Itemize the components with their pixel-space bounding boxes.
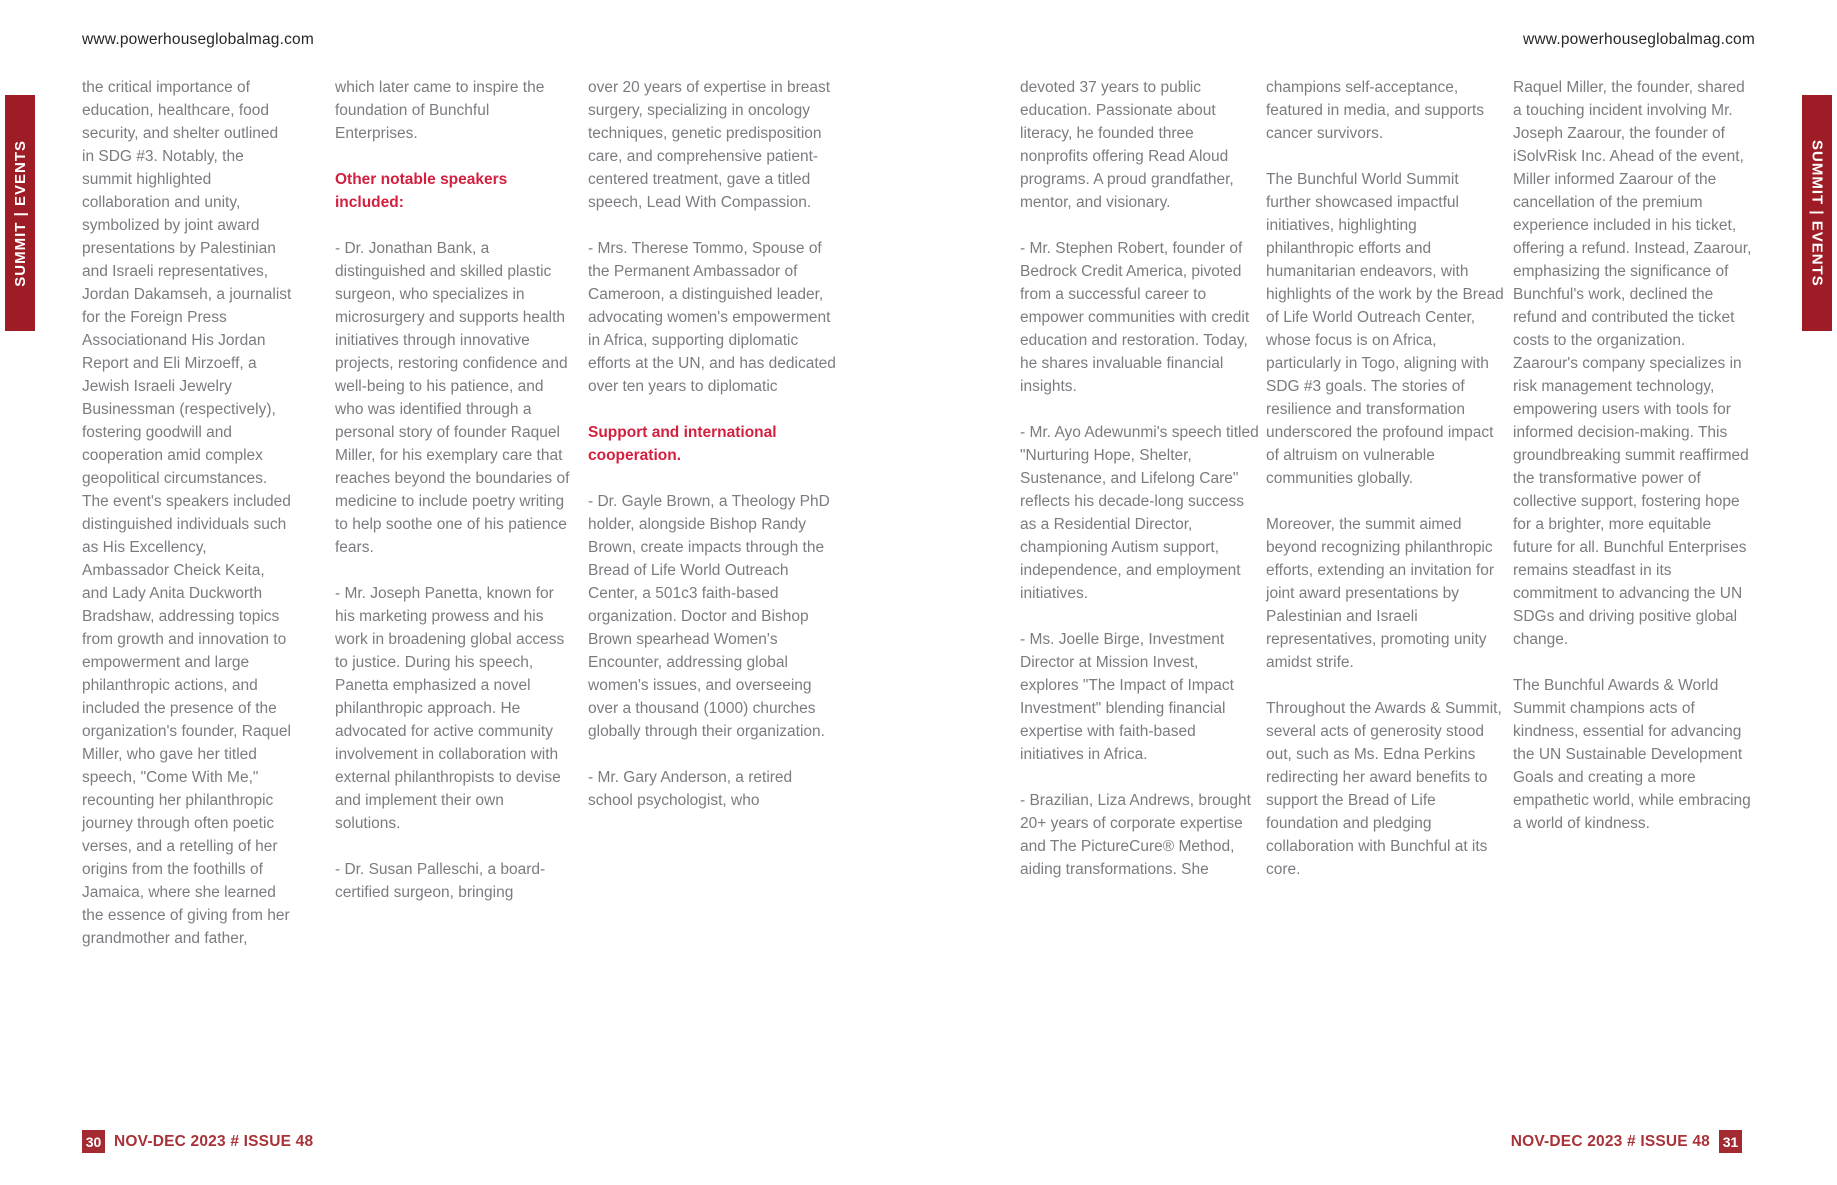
page-number-left: 30	[82, 1130, 105, 1153]
body-paragraph: - Dr. Gayle Brown, a Theology PhD holder, alongside Bishop Randy Brown, create impacts through the Bread of Life World Outreach Center, a 501c3 faith-based organization. Doctor and Bishop Brown spearhead Women's Encounter, addressing global women's issues, and overseeing over a thousand (1000) churches globally through their organization.	[588, 493, 830, 740]
body-paragraph: The Bunchful Awards & World Summit champions acts of kindness, essential for advancing the UN Sustainable Development Goals and creating a more empathetic world, while embracing a world of kindness.	[1513, 677, 1751, 832]
body-paragraph: the critical importance of education, healthcare, food security, and shelter outlined in SDG #3. Notably, the summit highlighted collaboration and unity, symbolized by joint award presentations by Palestinian and Israeli representatives, Jordan Dakamseh, a journalist for the Foreign Press Associationand His Jordan Report and Eli Mirzoeff, a Jewish Israeli Jewelry Businessman (respectively), fostering goodwill and cooperation amid complex geopolitical circumstances. The event's speakers included distinguished individuals such as His Excellency, Ambassador Cheick Keita, and Lady Anita Duckworth Bradshaw, addressing topics from growth and innovation to empowerment and large philanthropic actions, and included the presence of the organization's founder, Raquel Miller, who gave her titled speech, "Come With Me," recounting her philanthropic journey through often poetic verses, and a retelling of her origins from the foothills of Jamaica, where she learned the essence of giving from her grandmother and father,	[82, 79, 292, 947]
section-tab-right-label: SUMMIT | EVENTS	[1808, 139, 1826, 287]
left-page-column-2	[335, 76, 573, 927]
issue-label-left: NOV-DEC 2023 # ISSUE 48	[114, 1132, 314, 1150]
section-heading: Other notable speakers included:	[335, 171, 508, 211]
body-paragraph: The Bunchful World Summit further showcased impactful initiatives, highlighting philanthropic efforts and humanitarian endeavors, with highlights of the work by the Bread of Life World Outreach Center, whose focus is on Africa, particularly in Togo, aligning with SDG #3 goals. The stories of resilience and transformation underscored the profound impact of altruism on vulnerable communities globally.	[1266, 171, 1504, 487]
body-paragraph: Throughout the Awards & Summit, several acts of generosity stood out, such as Ms. Edna Perkins redirecting her award benefits to support the Bread of Life foundation and pledging collaboration with Bunchful at its core.	[1266, 700, 1502, 878]
body-paragraph: Moreover, the summit aimed beyond recognizing philanthropic efforts, extending an invitation for joint award presentations by Palestinian and Israeli representatives, promoting unity amidst strife.	[1266, 516, 1495, 671]
site-url-right[interactable]: www.powerhouseglobalmag.com	[1523, 31, 1755, 48]
section-tab-right	[1802, 95, 1832, 331]
page-number-right: 31	[1719, 1130, 1742, 1153]
issue-label-right: NOV-DEC 2023 # ISSUE 48	[1510, 1132, 1710, 1150]
section-tab-left	[5, 95, 35, 331]
left-page-column-1	[82, 76, 294, 973]
body-paragraph: - Mr. Ayo Adewunmi's speech titled "Nurturing Hope, Shelter, Sustenance, and Lifelong Care" reflects his decade-long success as a Residential Director, championing Autism support, independence, and employment initiatives.	[1020, 424, 1259, 602]
body-paragraph: - Brazilian, Liza Andrews, brought 20+ years of corporate expertise and The PictureCure® Method, aiding transformations. She	[1020, 792, 1251, 878]
body-paragraph: - Dr. Susan Palleschi, a board-certified surgeon, bringing	[335, 861, 546, 901]
body-paragraph: devoted 37 years to public education. Passionate about literacy, he founded three nonprofits offering Read Aloud programs. A proud grandfather, mentor, and visionary.	[1020, 79, 1234, 211]
body-paragraph: - Ms. Joelle Birge, Investment Director at Mission Invest, explores "The Impact of Impact Investment" blending financial expertise with faith-based initiatives in Africa.	[1020, 631, 1234, 763]
section-tab-left-label: SUMMIT | EVENTS	[11, 139, 29, 287]
body-paragraph: Raquel Miller, the founder, shared a touching incident involving Mr. Joseph Zaarour, the founder of iSolvRisk Inc. Ahead of the event, Miller informed Zaarour of the cancellation of the premium experience included in his ticket, offering a refund. Instead, Zaarour, emphasizing the significance of Bunchful's work, declined the refund and contributed the ticket costs to the organization. Zaarour's company specializes in risk management technology, empowering users with tools for informed decision-making. This groundbreaking summit reaffirmed the transformative power of collective support, fostering hope for a brighter, more equitable future for all. Bunchful Enterprises remains steadfast in its commitment to advancing the UN SDGs and driving positive global change.	[1513, 79, 1752, 648]
body-paragraph: champions self-acceptance, featured in media, and supports cancer survivors.	[1266, 79, 1484, 142]
left-page-column-3	[588, 76, 838, 835]
body-paragraph: which later came to inspire the foundation of Bunchful Enterprises.	[335, 79, 545, 142]
body-paragraph: - Dr. Jonathan Bank, a distinguished and skilled plastic surgeon, who specializes in microsurgery and supports health initiatives through innovative projects, restoring confidence and well-being to his patience, and who was identified through a personal story of founder Raquel Miller, for his exemplary care that reaches beyond the boundaries of medicine to include poetry writing to help soothe one of his patience fears.	[335, 240, 570, 556]
site-url-left[interactable]: www.powerhouseglobalmag.com	[82, 31, 314, 48]
section-heading: Support and international cooperation.	[588, 424, 777, 464]
body-paragraph: over 20 years of expertise in breast surgery, specializing in oncology techniques, genetic predisposition care, and comprehensive patient-centered treatment, gave a titled speech, Lead With Compassion.	[588, 79, 831, 211]
right-page-column-3	[1513, 76, 1753, 858]
body-paragraph: - Mr. Gary Anderson, a retired school psychologist, who	[588, 769, 793, 809]
footer-right	[1511, 1130, 1742, 1153]
body-paragraph: - Mr. Joseph Panetta, known for his marketing prowess and his work in broadening global access to justice. During his speech, Panetta emphasized a novel philanthropic approach. He advocated for active community involvement in collaboration with external philanthropists to devise and implement their own solutions.	[335, 585, 565, 832]
right-page-column-1	[1020, 76, 1260, 904]
footer-left	[82, 1130, 313, 1153]
right-page-column-2	[1266, 76, 1506, 904]
body-paragraph: - Mr. Stephen Robert, founder of Bedrock Credit America, pivoted from a successful career to empower communities with credit education and restoration. Today, he shares invaluable financial insights.	[1020, 240, 1250, 395]
body-paragraph: - Mrs. Therese Tommo, Spouse of the Permanent Ambassador of Cameroon, a distinguished leader, advocating women's empowerment in Africa, supporting diplomatic efforts at the UN, and has dedicated over ten years to diplomatic	[588, 240, 836, 395]
